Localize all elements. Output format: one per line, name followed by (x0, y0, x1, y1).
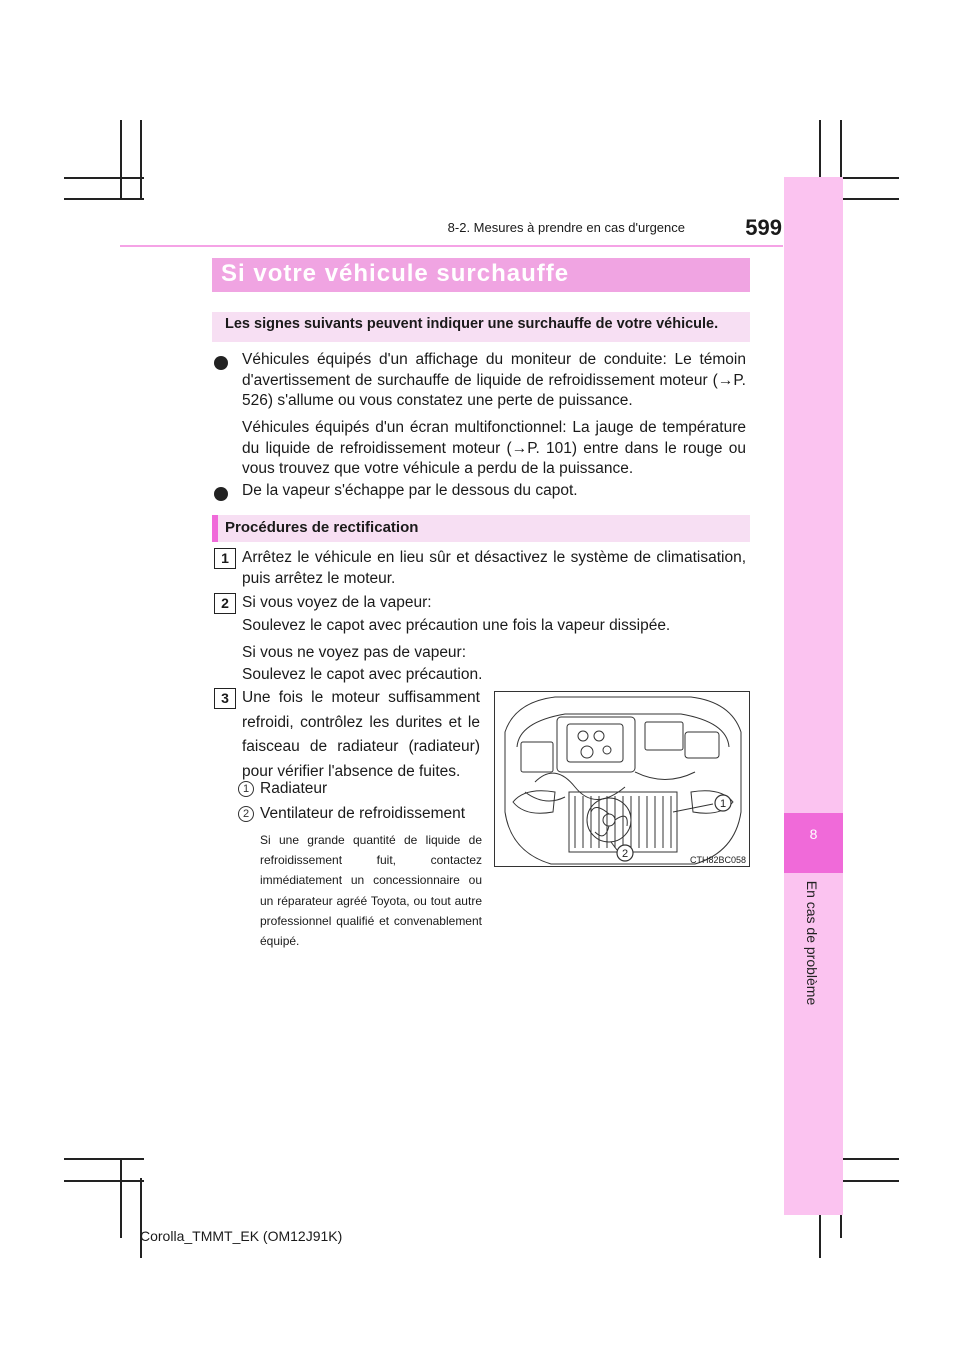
step-number-box: 3 (214, 688, 236, 709)
callout-label: Radiateur (260, 780, 328, 797)
bullet-paragraph: Véhicules équipés d'un affichage du moniteur de conduite: Le témoin d'avertissement de surchauffe de liquide de refroidissement moteur (→P. 526) s'allume ou vous constatez une perte de puissance. (242, 351, 746, 409)
figure-code: CTH82BC058 (689, 855, 746, 865)
step-text: Une fois le moteur suffisamment refroidi, contrôlez les durites et le faisceau de radiateur (radiateur) pour vérifier l'absence de fuites. (242, 689, 480, 780)
crop-mark (140, 1178, 142, 1258)
crop-mark (64, 177, 144, 179)
step-number-box: 1 (214, 548, 236, 569)
crop-mark (64, 198, 144, 200)
bullet-paragraph: Véhicules équipés d'un écran multifonctionnel: La jauge de température du liquide de refroidissement moteur (→P. 101) entre dans le rouge ou vous trouvez que votre véhicule a perdu de la puissance. (242, 419, 746, 477)
chapter-title: En cas de problème (804, 880, 820, 1006)
crop-mark (64, 1158, 144, 1160)
chapter-side-tab (784, 177, 843, 1215)
page-title: Si votre véhicule surchauffe (221, 260, 570, 287)
chapter-number: 8 (809, 826, 818, 842)
step-text: Soulevez le capot avec précaution. (242, 666, 483, 683)
bullet-icon (214, 356, 228, 370)
step-number-box: 2 (214, 593, 236, 614)
step-text: Si vous voyez de la vapeur: (242, 594, 432, 611)
procedures-heading: Procédures de rectification (225, 519, 419, 536)
bullet-icon (214, 487, 228, 501)
intro-text: Les signes suivants peuvent indiquer une surchauffe de votre véhicule. (225, 316, 719, 332)
engine-bay-figure (494, 691, 750, 867)
figure-callout-2: 2 (621, 848, 629, 860)
note-text: Si une grande quantité de liquide de refroidissement fuit, contactez immédiatement un concessionnaire ou un réparateur agréé Toyota, ou tout autre professionnel qualifié et convenablement équipé. (260, 833, 482, 949)
page-number: 599 (745, 215, 782, 240)
step-text: Si vous ne voyez pas de vapeur: (242, 644, 467, 661)
crop-mark (120, 120, 122, 200)
bullet-paragraph: De la vapeur s'échappe par le dessous du capot. (242, 482, 578, 499)
callout-number: 1 (238, 781, 254, 797)
engine-bay-illustration (495, 692, 750, 867)
figure-callout-1: 1 (719, 798, 727, 810)
crop-mark (140, 120, 142, 200)
section-title: 8-2. Mesures à prendre en cas d'urgence (447, 220, 685, 235)
crop-mark (64, 1180, 144, 1182)
header-rule (120, 245, 783, 247)
callout-label: Ventilateur de refroidissement (260, 805, 466, 822)
crop-mark (120, 1158, 122, 1238)
chapter-tab-marker (784, 813, 843, 873)
step-text: Arrêtez le véhicule en lieu sûr et désactivez le système de climatisation, puis arrêtez le moteur. (242, 549, 746, 587)
step-text: Soulevez le capot avec précaution une fois la vapeur dissipée. (242, 617, 671, 634)
callout-number: 2 (238, 806, 254, 822)
procedures-stripe (212, 515, 218, 542)
footer-doc-id: Corolla_TMMT_EK (OM12J91K) (140, 1228, 343, 1244)
